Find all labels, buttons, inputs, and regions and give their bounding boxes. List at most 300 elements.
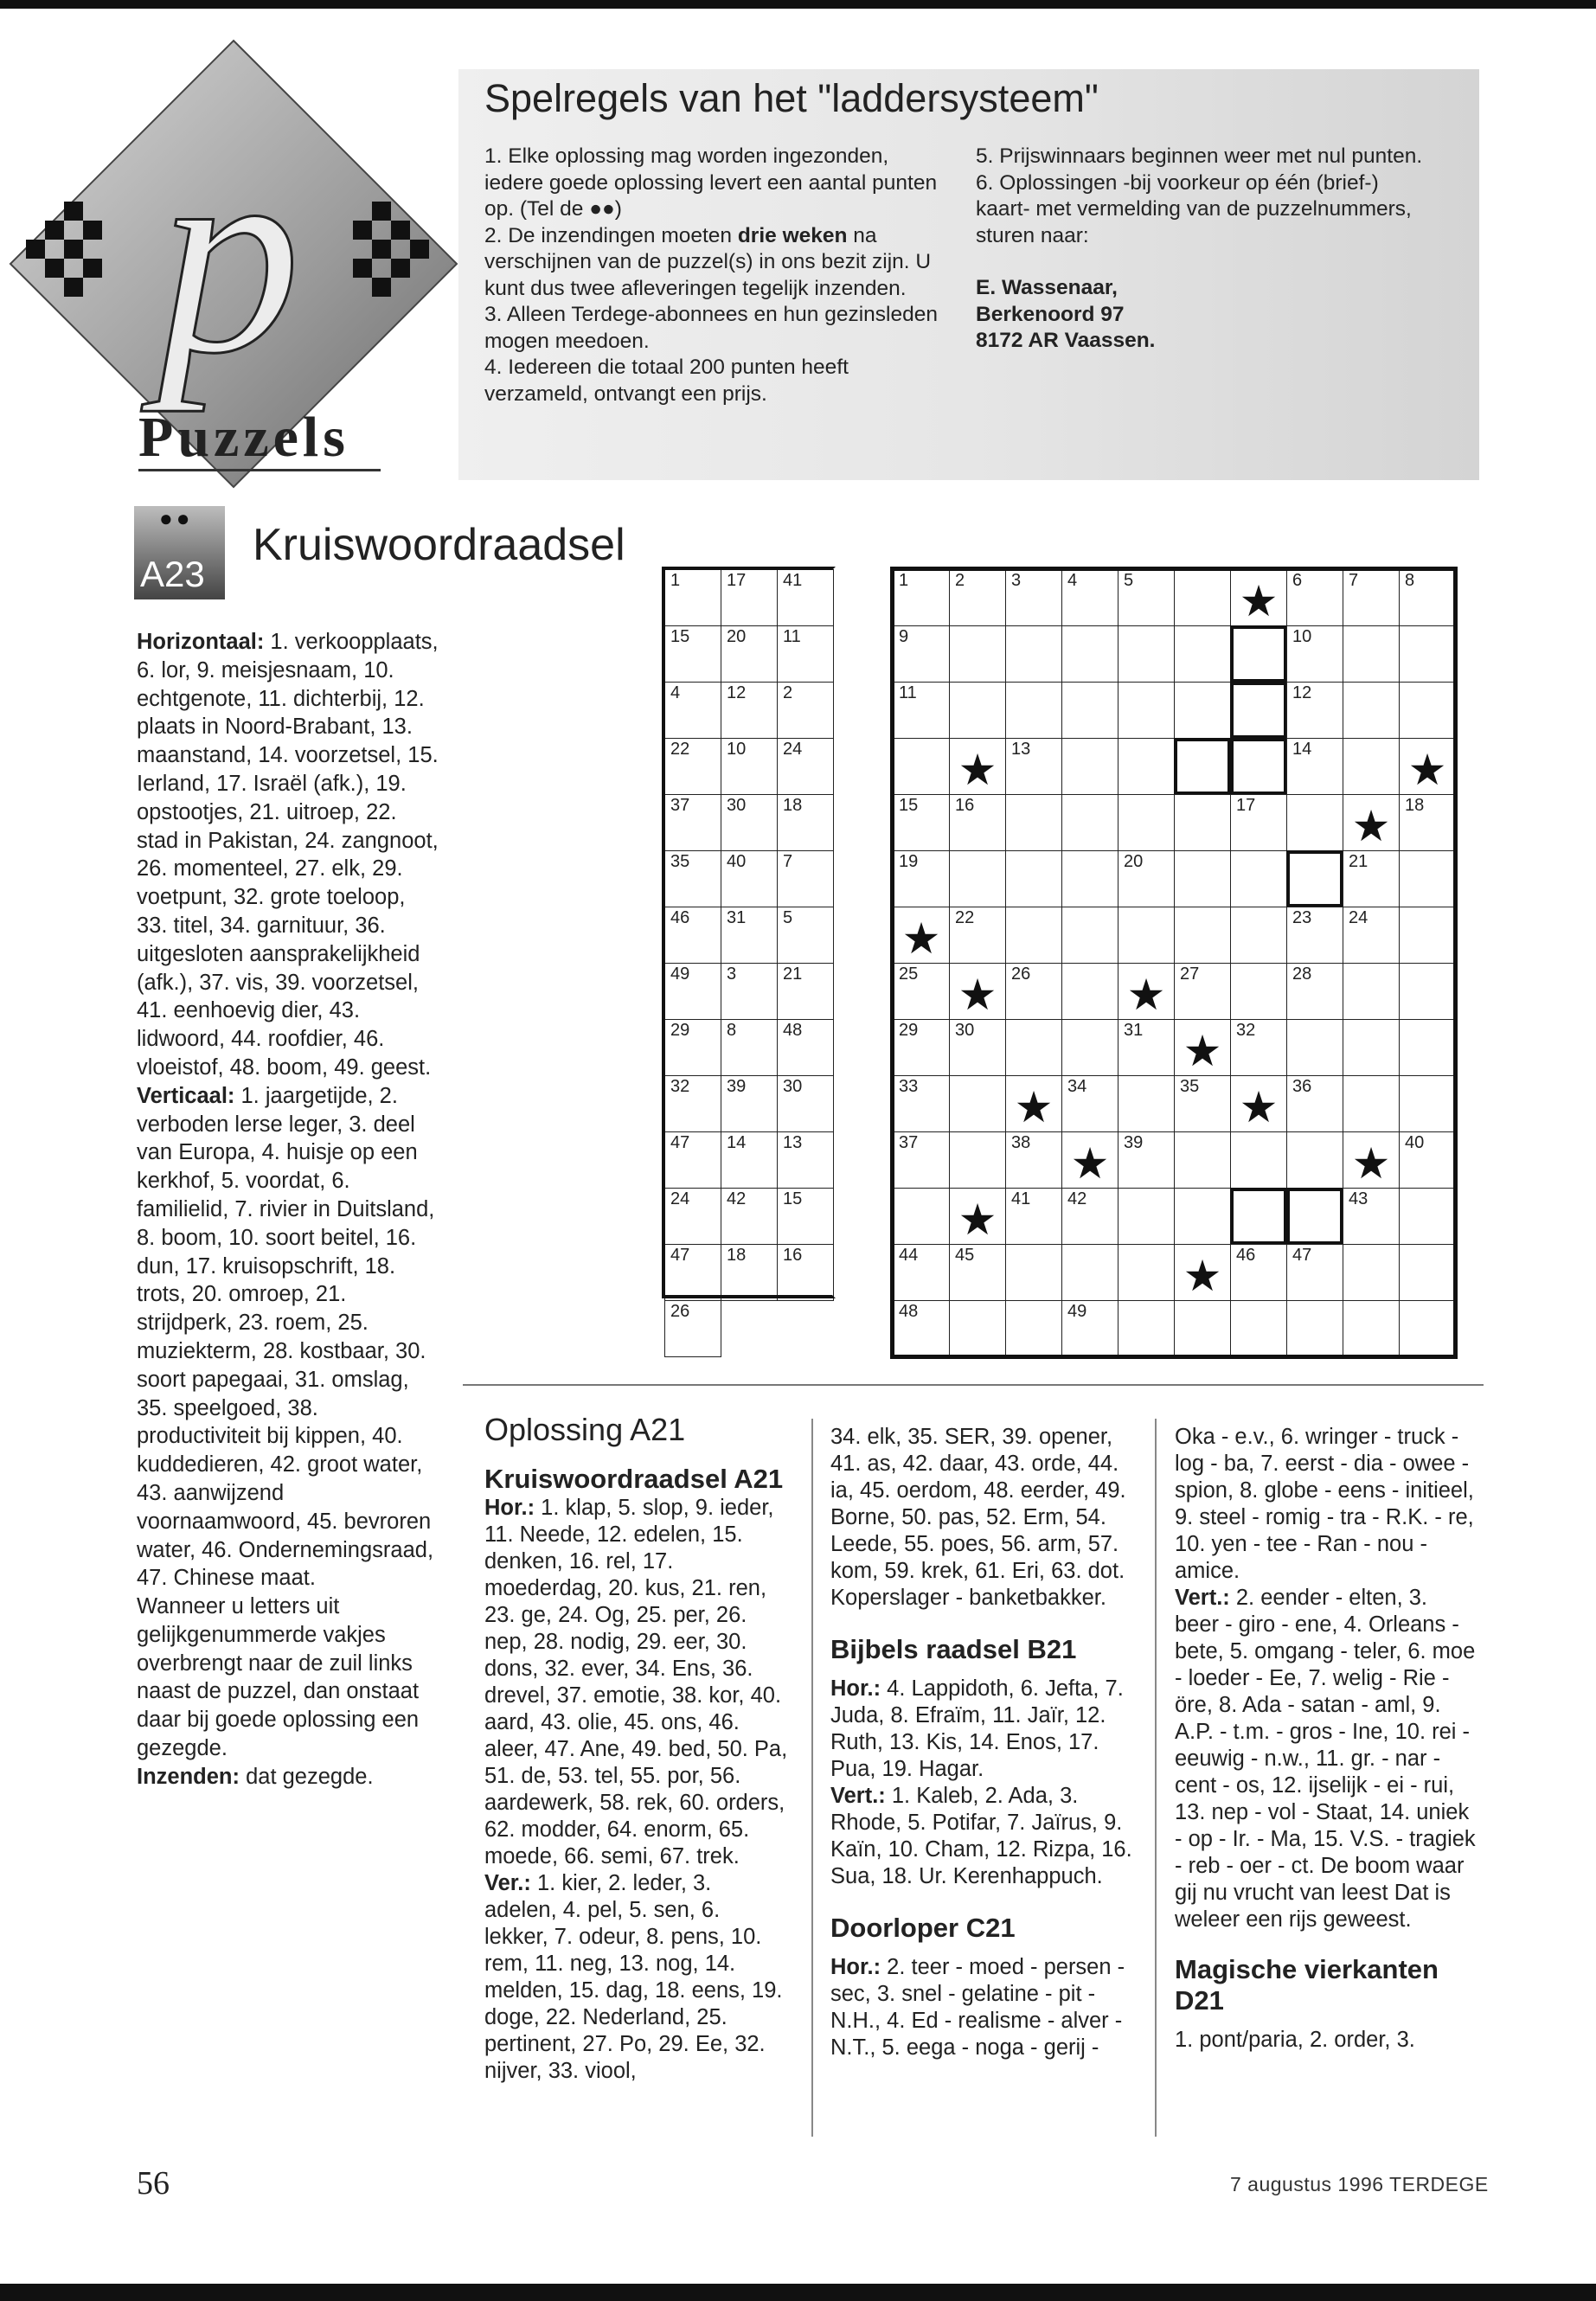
ladder-cell[interactable] [721,850,778,907]
cell-number: 13 [783,1133,803,1152]
grid-cell[interactable] [1286,794,1343,851]
grid-cell[interactable] [1174,1300,1231,1357]
star-cell [1061,1131,1118,1189]
ladder-cell[interactable] [777,569,834,626]
cell-number: 4 [1067,571,1078,590]
grid-cell[interactable] [949,1019,1006,1076]
cell-number: 17 [1236,796,1256,815]
grid-cell[interactable] [1343,1075,1400,1132]
ladder-cell[interactable] [721,794,778,851]
ladder-cell[interactable] [777,794,834,851]
page-number: 56 [137,2165,170,2202]
grid-cell[interactable] [1061,1244,1118,1301]
grid-cell[interactable] [1399,1131,1456,1189]
grid-cell[interactable] [1343,1188,1400,1245]
difficulty-dots: ●● [159,505,194,531]
cell-number: 16 [955,796,975,815]
ladder-cell[interactable] [664,1300,721,1357]
grid-cell[interactable] [949,794,1006,851]
kruis-horizontal: 1. klap, 5. slop, 9. ieder, 11. Neede, 12. edelen, 15. denken, 16. rel, 17. moederdag, 20. kus, 21. ren, 23. ge, 24. Og, 25. per, 26. nep, 28. nodig, 29. eer, 30. dons, 32. ever, 34. Ens, 36. drevel, 37. emotie, 38. kor, 40. aard, 43. olie, 45. ons, 46. aleer, 47. Ane, 49. bed, 50. Pa, 51. de, 53. tel, 55. por, 56. aardewerk, 58. rek, 60. orders, 62. modder, 64. enorm, 65. moede, 66. semi, 67. trek. [484,1496,788,1868]
grid-cell[interactable] [1005,1300,1062,1357]
grid-cell[interactable] [949,682,1006,739]
cell-number: 11 [783,627,801,646]
ladder-cell[interactable] [721,1244,778,1301]
grid-cell[interactable] [1230,1019,1287,1076]
solutions-header: Oplossing A21 [484,1412,686,1447]
star-cell [1005,1075,1062,1132]
grid-cell[interactable] [1286,682,1343,739]
grid-cell[interactable] [1118,1188,1175,1245]
ladder-cell[interactable] [721,907,778,964]
star-icon: ★ [958,1195,997,1244]
grid-cell[interactable] [1061,794,1118,851]
grid-cell[interactable] [1230,794,1287,851]
grid-cell[interactable] [893,682,950,739]
doorloper-vertical: 2. eender - elten, 3. beer - giro - ene, 4. Orleans - bete, 5. omgang - teler, 6. moe - loeder - Ee, 7. welig - Rie - öre, 8. Ada - satan - aml, 9. A.P. - t.m. - gros - Ine, 10. rei - eeuwig - n.w., 11. gr. - nar - cent - os, 12. ijselijk - ei - rui, 13. nep - vol - Staat, 14. uniek - op - Ir. - Ma, 15. V.S. - tragiek - reb - oer - ct. De boom waar gij nu vrucht van leest Dat is weleer een rijs geweest. [1175,1586,1476,1932]
grid-cell[interactable] [1118,907,1175,964]
grid-cell[interactable] [893,1300,950,1357]
ladder-cell[interactable] [721,625,778,683]
solutions-column-2: 34. elk, 35. SER, 39. opener, 41. as, 42. daar, 43. orde, 44. ia, 45. oerdom, 48. eerder, 49. Borne, 50. pas, 52. Erm, 54. Leede, 55. poes, 56. arm, 57. kom, 59. krek, 61. Eri, 63. dot. Koperslager - banketbakker. Bijbels raadsel B21 Hor.: 4. Lappidoth, 6. Jefta, 7. Juda, 8. Efraïm, 11. Jaïr, 12. Ruth, 13. Kis, 14. Enos, 17. Pua, 19. Hagar. Vert.: 1. Kaleb, 2. Ada, 3. Rhode, 5. Potifar, 7. Jaïrus, 9. Kaïn, 10. Cham, 12. Rizpa, 16. Sua, 18. Ur. Kerenhappuch. Doorloper C21 Hor.: 2. teer - moed - persen - sec, 3. snel - gelatine - pit - N.H., 4. Ed - realisme - alver - N.T., 5. eega - noga - gerij - [830,1424,1135,2061]
cell-number: 46 [1236,1246,1256,1265]
grid-cell[interactable] [1174,1188,1231,1245]
grid-cell[interactable] [1174,794,1231,851]
cell-number: 13 [1011,740,1031,759]
grid-cell[interactable] [1005,1244,1062,1301]
cell-number: 39 [1124,1133,1144,1152]
blocked-cell [1174,738,1231,795]
cell-number: 33 [899,1077,919,1096]
cell-number: 16 [783,1246,803,1265]
cell-number: 23 [1292,908,1312,927]
doorloper-title: Doorloper C21 [830,1913,1016,1943]
ladder-cell[interactable] [721,1188,778,1245]
star-cell [1230,1075,1287,1132]
cell-number: 1 [670,571,681,590]
grid-cell[interactable] [1399,963,1456,1020]
grid-cell[interactable] [1399,1300,1456,1357]
grid-cell[interactable] [949,1075,1006,1132]
grid-cell[interactable] [1061,850,1118,907]
grid-cell[interactable] [1061,1019,1118,1076]
ladder-cell[interactable] [664,794,721,851]
grid-cell[interactable] [1230,963,1287,1020]
cell-number: 14 [727,1133,747,1152]
cell-number: 1 [899,571,909,590]
grid-cell[interactable] [893,1019,950,1076]
cell-number: 22 [955,908,975,927]
cell-number: 2 [783,683,793,702]
cell-number: 4 [670,683,681,702]
ladder-cell[interactable] [777,625,834,683]
ladder-cell[interactable] [777,682,834,739]
grid-cell[interactable] [893,794,950,851]
star-cell [949,963,1006,1020]
grid-cell[interactable] [893,738,950,795]
puzzle-title: Kruiswoordraadsel [253,520,625,570]
grid-cell[interactable] [1343,1244,1400,1301]
cell-number: 29 [899,1021,919,1040]
grid-cell[interactable] [1230,907,1287,964]
grid-cell[interactable] [893,1188,950,1245]
grid-cell[interactable] [1005,682,1062,739]
cell-number: 12 [1292,683,1312,702]
ladder-cell[interactable] [777,1019,834,1076]
footer-date: 7 augustus 1996 TERDEGE [1230,2173,1489,2195]
cell-number: 10 [1292,627,1312,646]
cell-number: 20 [1124,852,1144,871]
grid-cell[interactable] [1061,1075,1118,1132]
grid-cell[interactable] [1061,963,1118,1020]
grid-cell[interactable] [1343,850,1400,907]
grid-cell[interactable] [1399,625,1456,683]
grid-cell[interactable] [1286,1019,1343,1076]
grid-cell[interactable] [1399,1019,1456,1076]
cell-number: 32 [1236,1021,1256,1040]
cell-number: 48 [899,1302,919,1321]
ladder-cell[interactable] [721,963,778,1020]
grid-cell[interactable] [1343,738,1400,795]
grid-cell[interactable] [1343,625,1400,683]
ladder-cell[interactable] [664,682,721,739]
grid-cell[interactable] [1230,850,1287,907]
star-icon: ★ [1239,577,1279,625]
cell-number: 41 [1011,1189,1031,1208]
grid-cell[interactable] [1118,794,1175,851]
grid-cell[interactable] [1005,1019,1062,1076]
grid-cell[interactable] [1343,1300,1400,1357]
grid-cell[interactable] [1286,1131,1343,1189]
cell-number: 26 [1011,965,1031,984]
cell-number: 47 [670,1246,690,1265]
grid-cell[interactable] [1061,738,1118,795]
grid-cell[interactable] [1061,569,1118,626]
grid-cell[interactable] [893,1244,950,1301]
grid-cell[interactable] [1399,569,1456,626]
cell-number: 36 [1292,1077,1312,1096]
grid-cell[interactable] [893,569,950,626]
ladder-cell[interactable] [664,1075,721,1132]
cell-number: 40 [727,852,747,871]
grid-cell[interactable] [1061,682,1118,739]
grid-cell[interactable] [1174,625,1231,683]
ladder-cell[interactable] [664,625,721,683]
cell-number: 46 [670,908,690,927]
ladder-cell[interactable] [721,1131,778,1189]
cell-number: 7 [1349,571,1359,590]
grid-cell[interactable] [1118,850,1175,907]
cell-number: 49 [1067,1302,1087,1321]
grid-cell[interactable] [1118,1019,1175,1076]
rule-6: 6. Oplossingen -bij voorkeur op één (brief-) kaart- met vermelding van de puzzelnummers, sturen naar: [976,170,1412,247]
cell-number: 15 [899,796,919,815]
grid-cell[interactable] [893,850,950,907]
cell-number: 18 [783,796,803,815]
grid-cell[interactable] [1061,625,1118,683]
ladder-cell[interactable] [664,963,721,1020]
grid-cell[interactable] [1399,1188,1456,1245]
cell-number: 9 [899,627,909,646]
cell-number: 28 [1292,965,1312,984]
star-cell [1174,1019,1231,1076]
grid-cell[interactable] [1061,1300,1118,1357]
blocked-cell [1230,625,1287,683]
rules-title: Spelregels van het "laddersysteem" [484,76,1099,120]
grid-cell[interactable] [1286,625,1343,683]
cell-number: 19 [899,852,919,871]
star-cell [1118,963,1175,1020]
grid-cell[interactable] [949,625,1006,683]
cell-number: 25 [899,965,919,984]
horizontal-label: Horizontaal: [137,630,265,654]
bijbel-vertical: 1. Kaleb, 2. Ada, 3. Rhode, 5. Potifar, 7. Jaïrus, 9. Kaïn, 10. Cham, 12. Rizpa, 16. Sua, 18. Ur. Kerenhappuch. [830,1784,1132,1888]
blocked-cell [1230,682,1287,739]
rule-1: 1. Elke oplossing mag worden ingezonden, iedere goede oplossing levert een aantal punten op. (Tel de ●●) [484,144,938,221]
column-divider-1 [811,1419,813,2137]
cell-number: 49 [670,965,690,984]
grid-cell[interactable] [1343,907,1400,964]
ladder-cell[interactable] [664,1019,721,1076]
ladder-cell[interactable] [777,1188,834,1245]
grid-cell[interactable] [949,907,1006,964]
ladder-cell[interactable] [777,738,834,795]
ladder-cell[interactable] [721,569,778,626]
ladder-cell[interactable] [777,1075,834,1132]
grid-cell[interactable] [1286,738,1343,795]
grid-cell[interactable] [1005,850,1062,907]
star-cell [1230,569,1287,626]
doorloper-horizontal-continued: Oka - e.v., 6. wringer - truck - log - ba, 7. eerst - dia - owee - spion, 8. globe - eens - initieel, 9. steel - romig - tra - R.K. - re, 10. yen - tee - Ran - nou - amice. [1175,1425,1474,1583]
cell-number: 15 [670,627,690,646]
grid-cell[interactable] [1399,1075,1456,1132]
star-icon: ★ [1239,1083,1279,1131]
cell-number: 35 [1180,1077,1200,1096]
blocked-cell [1230,738,1287,795]
grid-cell[interactable] [1286,1075,1343,1132]
ladder-cell[interactable] [664,569,721,626]
grid-cell[interactable] [1061,1188,1118,1245]
ladder-cell[interactable] [721,738,778,795]
grid-cell[interactable] [949,1300,1006,1357]
grid-cell[interactable] [1061,907,1118,964]
ladder-cell[interactable] [664,907,721,964]
ladder-cell[interactable] [721,1075,778,1132]
grid-cell[interactable] [1174,569,1231,626]
grid-cell[interactable] [1118,682,1175,739]
star-cell [949,1188,1006,1245]
grid-cell[interactable] [1174,907,1231,964]
star-icon: ★ [958,746,997,794]
bottom-border [0,2284,1596,2301]
ladder-cell[interactable] [664,1244,721,1301]
cell-number: 31 [1124,1021,1144,1040]
cell-number: 32 [670,1077,690,1096]
grid-cell[interactable] [1174,1131,1231,1189]
cell-number: 24 [783,740,803,759]
star-icon: ★ [1351,802,1391,850]
star-cell [1343,1131,1400,1189]
logo-letter: p [157,97,301,413]
ladder-cell[interactable] [664,1188,721,1245]
cell-number: 18 [1405,796,1425,815]
cell-number: 40 [1405,1133,1425,1152]
star-cell [1399,738,1456,795]
ladder-cell[interactable] [664,738,721,795]
cell-number: 24 [670,1189,690,1208]
kruis-title: Kruiswoordraadsel A21 [484,1464,784,1494]
cell-number: 18 [727,1246,747,1265]
rule-4: 4. Iedereen die totaal 200 punten heeft verzameld, ontvangt een prijs. [484,356,849,406]
cell-number: 15 [783,1189,803,1208]
puzzle-code: A23 [140,554,205,594]
ladder-cell[interactable] [721,1019,778,1076]
blocked-cell [1230,1188,1287,1245]
send-text: dat gezegde. [240,1764,374,1789]
grid-cell[interactable] [1118,1131,1175,1189]
rule-3: 3. Alleen Terdege-abonnees en hun gezinsleden mogen meedoen. [484,303,938,353]
grid-cell[interactable] [949,850,1006,907]
cell-number: 6 [1292,571,1303,590]
grid-cell[interactable] [1343,963,1400,1020]
grid-cell[interactable] [1005,625,1062,683]
star-icon: ★ [1407,746,1447,794]
send-label: Inzenden: [137,1764,240,1789]
grid-cell[interactable] [1399,850,1456,907]
bijbel-title: Bijbels raadsel B21 [830,1634,1077,1664]
grid-cell[interactable] [1118,1075,1175,1132]
grid-cell[interactable] [1174,850,1231,907]
ladder-cell[interactable] [777,1244,834,1301]
ladder-cell[interactable] [777,1131,834,1189]
cell-number: 43 [1349,1189,1368,1208]
cell-number: 17 [727,571,747,590]
star-cell [949,738,1006,795]
grid-cell[interactable] [893,1075,950,1132]
cell-number: 45 [955,1246,975,1265]
star-icon: ★ [1070,1139,1110,1188]
cell-number: 41 [783,571,803,590]
cell-number: 21 [1349,852,1368,871]
grid-cell[interactable] [1399,907,1456,964]
grid-cell[interactable] [1230,1244,1287,1301]
grid-cell[interactable] [1005,569,1062,626]
cell-number: 42 [1067,1189,1087,1208]
address-line-2: Berkenoord 97 [976,302,1125,326]
grid-cell[interactable] [1174,963,1231,1020]
cell-number: 14 [1292,740,1312,759]
ladder-cell[interactable] [664,850,721,907]
grid-cell[interactable] [1399,794,1456,851]
solutions-column-3: Oka - e.v., 6. wringer - truck - log - ba, 7. eerst - dia - owee - spion, 8. globe - eens - initieel, 9. steel - romig - tra - R.K. - re, 10. yen - tee - Ran - nou - amice. Vert.: 2. eender - elten, 3. beer - giro - ene, 4. Orleans - bete, 5. omgang - teler, 6. moe - loeder - Ee, 7. welig - Rie - öre, 8. Ada - satan - aml, 9. A.P. - t.m. - gros - Ine, 10. rei - eeuwig - n.w., 11. gr. - nar - cent - os, 12. ijselijk - ei - rui, 13. nep - vol - Staat, 14. uniek - op - Ir. - Ma, 15. V.S. - tragiek - reb - oer - ct. De boom waar gij nu vrucht van leest Dat is weleer een rijs geweest. Magische vierkanten D21 1. pont/paria, 2. order, 3. [1175,1424,1477,2054]
grid-cell[interactable] [1005,1188,1062,1245]
ladder-cell[interactable] [777,963,834,1020]
cell-number: 37 [899,1133,919,1152]
grid-cell[interactable] [1343,1019,1400,1076]
cell-number: 8 [1405,571,1415,590]
star-icon: ★ [958,971,997,1019]
grid-cell[interactable] [893,963,950,1020]
cell-number: 27 [1180,965,1200,984]
grid-cell[interactable] [1343,682,1400,739]
kruis-vertical-continued: 34. elk, 35. SER, 39. opener, 41. as, 42. daar, 43. orde, 44. ia, 45. oerdom, 48. eerder, 49. Borne, 50. pas, 52. Erm, 54. Leede, 55. poes, 56. arm, 57. kom, 59. krek, 61. Eri, 63. dot. Koperslager - banketbakker. [830,1425,1126,1610]
star-icon: ★ [1183,1252,1222,1300]
grid-cell[interactable] [1399,1244,1456,1301]
grid-cell[interactable] [1286,963,1343,1020]
cell-number: 30 [783,1077,803,1096]
cell-number: 3 [727,965,737,984]
cell-number: 42 [727,1189,747,1208]
cell-number: 10 [727,740,747,759]
grid-cell[interactable] [1118,738,1175,795]
star-cell [1174,1244,1231,1301]
vertical-clues: 1. jaargetijde, 2. verboden lerse leger, 3. deel van Europa, 4. huisje op een kerkhof, 5. voordat, 6. familielid, 7. rivier in Duitsland, 8. boom, 10. soort beitel, 16. dun, 17. kruisopschrift, 18. trots, 20. omroep, 21. strijdperk, 23. roem, 25. muziekterm, 28. kostbaar, 30. soort papegaai, 31. omslag, 35. speelgoed, 38. productiviteit bij kippen, 40. kuddedieren, 42. groot water, 43. aanwijzend voornaamwoord, 45. bevroren water, 46. Ondernemingsraad, 47. Chinese maat. [137,1083,435,1591]
star-icon: ★ [901,914,941,963]
grid-cell[interactable] [1118,1300,1175,1357]
star-icon: ★ [1014,1083,1054,1131]
cell-number: 5 [783,908,793,927]
grid-cell[interactable] [1399,682,1456,739]
grid-cell[interactable] [1005,794,1062,851]
grid-cell[interactable] [949,1244,1006,1301]
cell-number: 48 [783,1021,803,1040]
horizontal-clues: 1. verkoopplaats, 6. lor, 9. meisjesnaam, 10. echtgenote, 11. dichterbij, 12. plaats in Noord-Brabant, 13. maanstand, 14. voorzetsel, 15. Ierland, 17. Israël (afk.), 19. opstootjes, 21. uitroep, 22. stad in Pakistan, 24. zangnoot, 26. momenteel, 27. elk, 29. voetpunt, 32. grote toeloop, 33. titel, 34. garnituur, 36. uitgesloten aansprakelijkheid (afk.), 37. vis, 39. voorzetsel, 41. eenhoevig dier, 43. lidwoord, 44. roofdier, 46. vloeistof, 48. boom, 49. geest. [137,630,439,1080]
grid-cell[interactable] [1118,1244,1175,1301]
cell-number: 12 [727,683,747,702]
grid-cell[interactable] [1005,907,1062,964]
grid-cell[interactable] [1005,738,1062,795]
grid-cell[interactable] [1230,1300,1287,1357]
grid-cell[interactable] [893,625,950,683]
section-divider [463,1384,1484,1386]
grid-cell[interactable] [949,1131,1006,1189]
column-divider-2 [1155,1419,1157,2137]
cell-number: 2 [955,571,965,590]
puzzle-clues [137,628,441,1791]
grid-cell[interactable] [1174,1075,1231,1132]
logo-word: Puzzels [138,406,349,469]
bijbel-horizontal: 4. Lappidoth, 6. Jefta, 7. Juda, 8. Efraïm, 11. Jaïr, 12. Ruth, 13. Kis, 14. Enos, 17. Pua, 19. Hagar. [830,1676,1124,1781]
ladder-cell[interactable] [664,1131,721,1189]
grid-cell[interactable] [1286,1300,1343,1357]
grid-cell[interactable] [1118,569,1175,626]
grid-cell[interactable] [1343,569,1400,626]
rule-2: 2. De inzendingen moeten drie weken na verschijnen van de puzzel(s) in ons bezit zijn. U kunt dus twee afleveringen tegelijk inzenden. [484,223,932,300]
grid-cell[interactable] [1005,963,1062,1020]
grid-cell[interactable] [1286,1244,1343,1301]
cell-number: 20 [727,627,747,646]
cell-number: 30 [955,1021,975,1040]
grid-cell[interactable] [1230,1131,1287,1189]
cell-number: 31 [727,908,747,927]
cell-number: 26 [670,1302,690,1321]
cell-number: 3 [1011,571,1022,590]
cell-number: 8 [727,1021,737,1040]
grid-cell[interactable] [949,569,1006,626]
grid-cell[interactable] [1286,569,1343,626]
star-icon: ★ [1126,971,1166,1019]
grid-cell[interactable] [1286,907,1343,964]
grid-cell[interactable] [1118,625,1175,683]
grid-cell[interactable] [1005,1131,1062,1189]
vertical-label: Verticaal: [137,1083,235,1108]
grid-cell[interactable] [1174,682,1231,739]
cell-number: 21 [783,965,803,984]
star-icon: ★ [1183,1027,1222,1075]
ladder-cell[interactable] [777,850,834,907]
ladder-cell[interactable] [777,907,834,964]
ladder-cell[interactable] [721,682,778,739]
grid-cell[interactable] [893,1131,950,1189]
